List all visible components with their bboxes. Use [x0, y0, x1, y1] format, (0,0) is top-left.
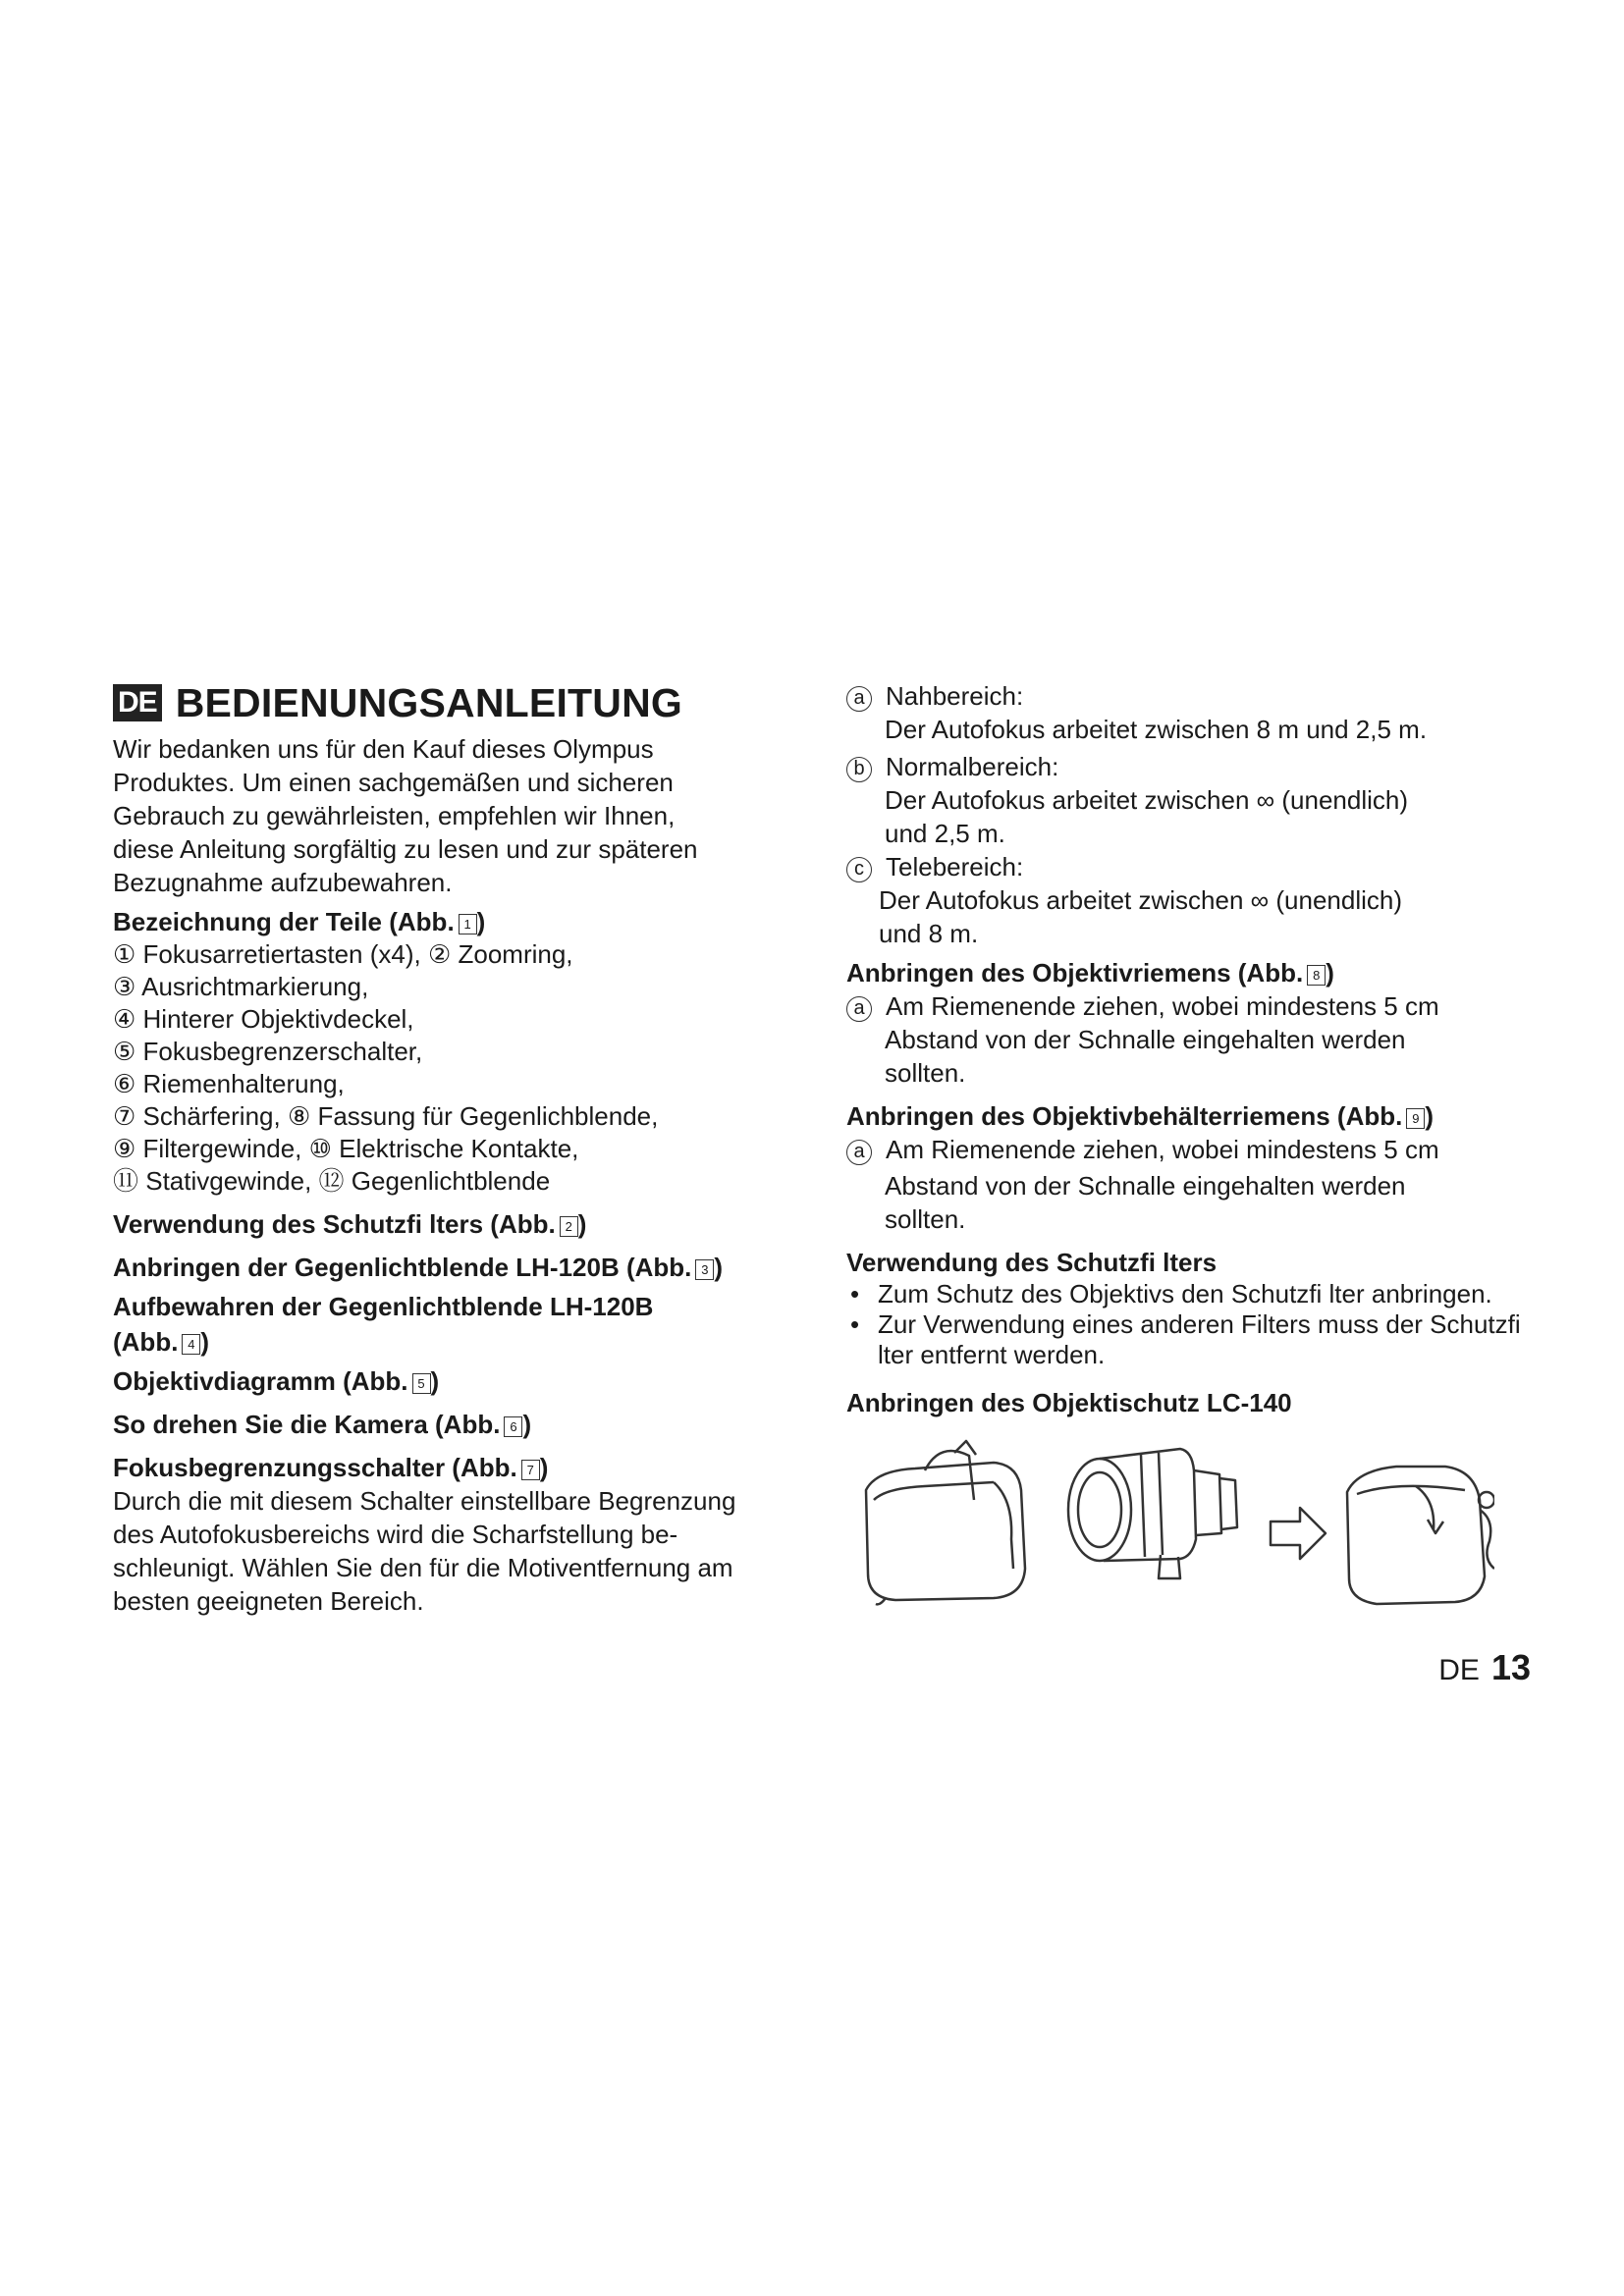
- parts-line: ⑥ Riemenhalterung,: [113, 1069, 345, 1098]
- heading-case-strap: Anbringen des Objektivbehälterriemens (Abb. 9 ): [846, 1101, 1435, 1131]
- focus-line: schleunigt. Wählen Sie den für die Motiventfernung am: [113, 1553, 733, 1582]
- protect-bullets: [846, 1279, 1543, 1370]
- heading-text: Objektivdiagramm (Abb.: [113, 1366, 408, 1396]
- page-number: [1438, 1647, 1531, 1688]
- heading-text: (Abb.: [113, 1327, 179, 1357]
- closed-pouch-drawing: [1347, 1467, 1494, 1604]
- range-title: Nahbereich:: [886, 681, 1024, 711]
- figure-ref-icon: 4: [182, 1334, 200, 1355]
- range-c: [846, 850, 1543, 950]
- intro-line: Wir bedanken uns für den Kauf dieses Olympus: [113, 734, 654, 764]
- intro-line: diese Anleitung sorgfältig zu lesen und zur späteren: [113, 834, 698, 864]
- heading-focus-limiter: Fokusbegrenzungsschalter (Abb. 7 ): [113, 1453, 549, 1482]
- strap-step: [846, 989, 1543, 1090]
- heading-text: Anbringen des Objektivbehälterriemens (Abb.: [846, 1101, 1403, 1131]
- heading-text: Aufbewahren der Gegenlichtblende LH-120B: [113, 1292, 654, 1321]
- circled-a-icon: a: [846, 996, 872, 1022]
- circled-a-icon: a: [846, 686, 872, 712]
- lens-cover-illustration: [846, 1431, 1494, 1608]
- parts-line: ⑦ Schärfering, ⑧ Fassung für Gegenlichblende,: [113, 1101, 659, 1131]
- step-text: Am Riemenende ziehen, wobei mindestens 5 cm: [886, 1135, 1439, 1164]
- range-text: Der Autofokus arbeitet zwischen ∞ (unendlich): [885, 785, 1409, 815]
- parts-line: ③ Ausrichtmarkierung,: [113, 972, 369, 1001]
- right-column: [846, 679, 1543, 1613]
- parts-line: ⑤ Fokusbegrenzerschalter,: [113, 1037, 423, 1066]
- heading-text: Anbringen der Gegenlichtblende LH-120B (Abb.: [113, 1253, 692, 1282]
- figure-ref-icon: 3: [695, 1259, 714, 1280]
- figure-ref-icon: 9: [1406, 1108, 1425, 1129]
- focus-paragraph: [113, 1484, 800, 1618]
- open-pouch-drawing: [866, 1441, 1025, 1604]
- page-title: BEDIENUNGSANLEITUNG: [175, 679, 683, 725]
- figure-ref-icon: 7: [521, 1460, 540, 1480]
- figure-ref-icon: 6: [504, 1416, 522, 1437]
- figure-ref-icon: 8: [1307, 965, 1326, 986]
- list-item: • Zur Verwendung eines anderen Filters muss der Schutzfi lter entfernt werden.: [846, 1309, 1543, 1370]
- step-text: Abstand von der Schnalle eingehalten werden: [885, 1171, 1406, 1201]
- left-column: [113, 677, 800, 1618]
- heading-lens-strap: Anbringen des Objektivriemens (Abb. 8 ): [846, 958, 1334, 988]
- intro-line: Gebrauch zu gewährleisten, empfehlen wir Ihnen,: [113, 801, 676, 830]
- arrow-right-icon: [1271, 1508, 1326, 1559]
- case-strap-step: [846, 1133, 1543, 1236]
- figure-ref-icon: 5: [412, 1373, 431, 1394]
- range-b: [846, 750, 1543, 850]
- heading-rotate-camera: So drehen Sie die Kamera (Abb. 6 ): [113, 1410, 532, 1439]
- page-number-value: 13: [1490, 1647, 1531, 1687]
- list-item: • Zum Schutz des Objektivs den Schutzfi lter anbringen.: [846, 1279, 1543, 1309]
- range-text: und 8 m.: [879, 919, 979, 948]
- intro-line: Produktes. Um einen sachgemäßen und sicheren: [113, 768, 674, 797]
- heading-protect-filter: Verwendung des Schutzfi lters (Abb. 2 ): [113, 1209, 587, 1239]
- language-badge: DE: [113, 684, 162, 721]
- parts-line: ④ Hinterer Objektivdeckel,: [113, 1004, 414, 1034]
- parts-line: ① Fokusarretiertasten (x4), ② Zoomring,: [113, 939, 573, 969]
- parts-line: ⑨ Filtergewinde, ⑩ Elektrische Kontakte,: [113, 1134, 579, 1163]
- parts-heading: Bezeichnung der Teile (Abb. 1 ): [113, 907, 486, 936]
- parts-heading-text: Bezeichnung der Teile (Abb.: [113, 907, 455, 936]
- parts-line: ⑪ Stativgewinde, ⑫ Gegenlichtblende: [113, 1166, 551, 1196]
- heading-text: Verwendung des Schutzfi lters (Abb.: [113, 1209, 556, 1239]
- circled-c-icon: c: [846, 857, 872, 882]
- heading-text: Anbringen des Objektivriemens (Abb.: [846, 958, 1304, 988]
- figure-ref-icon: 2: [560, 1216, 578, 1237]
- heading-protect-filter-usage: Verwendung des Schutzfi lters: [846, 1248, 1218, 1277]
- title-row: [113, 677, 800, 728]
- circled-b-icon: b: [846, 757, 872, 782]
- range-text: Der Autofokus arbeitet zwischen 8 m und 2,5 m.: [885, 715, 1428, 744]
- range-title: Normalbereich:: [886, 752, 1059, 781]
- step-text: sollten.: [885, 1204, 966, 1234]
- heading-text: Fokusbegrenzungsschalter (Abb.: [113, 1453, 517, 1482]
- range-title: Telebereich:: [886, 852, 1024, 881]
- heading-text: So drehen Sie die Kamera (Abb.: [113, 1410, 501, 1439]
- step-text: Am Riemenende ziehen, wobei mindestens 5 cm: [886, 991, 1439, 1021]
- page-lang: DE: [1438, 1654, 1480, 1686]
- heading-lc140: Anbringen des Objektischutz LC-140: [846, 1388, 1292, 1417]
- intro-line: Bezugnahme aufzubewahren.: [113, 868, 453, 897]
- lens-drawing: [1068, 1449, 1237, 1578]
- focus-line: besten geeigneten Bereich.: [113, 1586, 424, 1616]
- heading-store-hood: Aufbewahren der Gegenlichtblende LH-120B (Abb. 4 ): [113, 1290, 800, 1359]
- heading-attach-hood: Anbringen der Gegenlichtblende LH-120B (Abb. 3 ): [113, 1253, 724, 1282]
- step-text: sollten.: [885, 1058, 966, 1088]
- focus-line: Durch die mit diesem Schalter einstellbare Begrenzung: [113, 1486, 736, 1516]
- heading-lens-diagram: Objektivdiagramm (Abb. 5 ): [113, 1366, 440, 1396]
- figure-ref-icon: 1: [459, 914, 477, 934]
- range-a: [846, 679, 1543, 746]
- parts-list: [113, 938, 800, 1198]
- focus-line: des Autofokusbereichs wird die Scharfstellung be-: [113, 1520, 678, 1549]
- range-text: Der Autofokus arbeitet zwischen ∞ (unendlich): [879, 885, 1403, 915]
- step-text: Abstand von der Schnalle eingehalten werden: [885, 1025, 1406, 1054]
- intro-paragraph: [113, 732, 800, 899]
- range-text: und 2,5 m.: [885, 819, 1005, 848]
- circled-a-icon: a: [846, 1140, 872, 1165]
